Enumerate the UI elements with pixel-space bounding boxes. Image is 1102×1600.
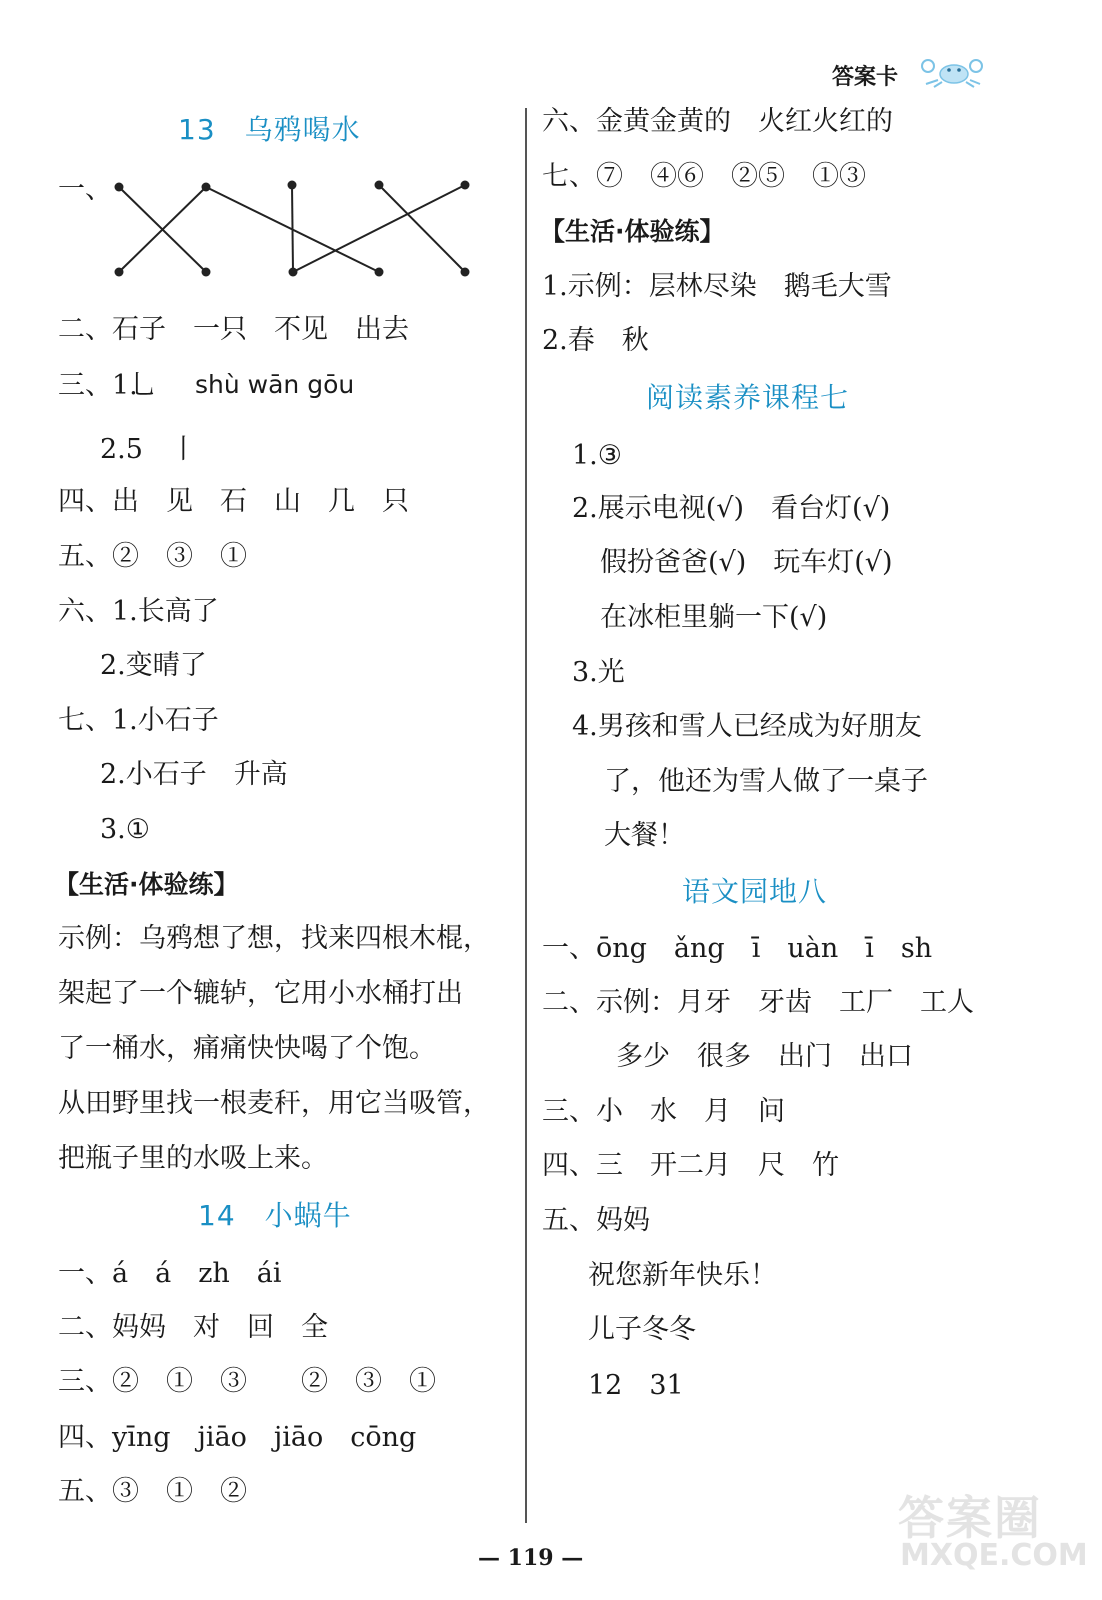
g-q2-a: 二、示例：月牙 牙齿 工厂 工人 xyxy=(542,987,974,1018)
g-q5-line-2: 祝您新年快乐！ xyxy=(588,1260,777,1291)
l14-q1: 一、á á zh ái xyxy=(58,1258,282,1289)
life-practice-title-right: 【生活·体验练】 xyxy=(540,217,725,246)
crab-decoration-icon xyxy=(918,56,986,88)
l13-q4: 四、出 见 石 山 几 只 xyxy=(58,486,409,517)
matching-lines-diagram xyxy=(105,175,480,285)
l13-q6-2: 2.变晴了 xyxy=(100,650,207,681)
column-divider xyxy=(525,108,527,1523)
g-q5-line-4: 12 31 xyxy=(588,1370,684,1401)
g-q2-b: 多少 很多 出门 出口 xyxy=(616,1041,913,1072)
g-q1: 一、ōng ǎng ī uàn ī sh xyxy=(542,933,933,964)
l13-q1-label: 一、 xyxy=(58,174,112,205)
watermark-url: MXQE.COM xyxy=(900,1538,1088,1573)
l14-q5: 五、③ ① ② xyxy=(58,1476,247,1507)
reading-line-3: 假扮爸爸(√) 玩车灯(√) xyxy=(600,547,893,578)
answer-card-label: 答案卡 xyxy=(832,65,899,90)
l13-q3-1-pinyin: shù wān gōu xyxy=(195,370,355,399)
reading-line-1: 1.③ xyxy=(572,440,622,471)
l13-q3-1-stroke-glyph: 乚 xyxy=(130,370,157,401)
l13-q7-1: 七、1.小石子 xyxy=(58,705,219,736)
r-life-2: 2.春 秋 xyxy=(542,325,649,356)
l13-q7-2: 2.小石子 升高 xyxy=(100,759,288,790)
l13-q3-1-prefix: 三、1. xyxy=(58,370,138,401)
life-line-1: 示例：乌鸦想了想，找来四根木棍， xyxy=(58,923,490,954)
watermark-logo: 答案圈 xyxy=(898,1491,1042,1545)
l13-q7-3: 3.① xyxy=(100,814,150,845)
reading-line-4: 在冰柜里躺一下(√) xyxy=(600,602,828,633)
life-line-4: 从田野里找一根麦秆，用它当吸管， xyxy=(58,1088,490,1119)
l14-q4: 四、yīng jiāo jiāo cōng xyxy=(58,1422,417,1453)
l14-q3: 三、② ① ③ ② ③ ① xyxy=(58,1366,436,1397)
chinese-garden-8-title: 语文园地八 xyxy=(682,875,828,908)
r-q6: 六、金黄金黄的 火红火红的 xyxy=(542,106,893,137)
reading-course-title: 阅读素养课程七 xyxy=(646,381,850,414)
g-q5-line-3: 儿子冬冬 xyxy=(588,1314,696,1345)
reading-line-7: 了，他还为雪人做了一桌子 xyxy=(604,766,928,797)
g-q4: 四、三 开二月 尺 竹 xyxy=(542,1150,839,1181)
r-q7: 七、⑦ ④⑥ ②⑤ ①③ xyxy=(542,161,866,192)
reading-line-6: 4.男孩和雪人已经成为好朋友 xyxy=(572,711,922,742)
life-line-3: 了一桶水，痛痛快快喝了个饱。 xyxy=(58,1033,436,1064)
life-practice-title-left: 【生活·体验练】 xyxy=(54,870,239,899)
r-life-1: 1.示例：层林尽染 鹅毛大雪 xyxy=(542,271,892,302)
reading-line-8: 大餐！ xyxy=(604,820,685,851)
l13-q3-2: 2.5 丨 xyxy=(100,434,197,465)
lesson-13-title: 13 乌鸦喝水 xyxy=(178,113,361,146)
reading-line-5: 3.光 xyxy=(572,657,625,688)
reading-line-2: 2.展示电视(√) 看台灯(√) xyxy=(572,493,891,524)
l13-q6-1: 六、1.长高了 xyxy=(58,596,219,627)
page-number: — 119 — xyxy=(478,1545,584,1571)
lesson-14-title: 14 小蜗牛 xyxy=(198,1199,352,1232)
g-q3: 三、小 水 月 问 xyxy=(542,1096,785,1127)
l13-q2: 二、石子 一只 不见 出去 xyxy=(58,314,409,345)
l14-q2: 二、妈妈 对 回 全 xyxy=(58,1312,328,1343)
life-line-5: 把瓶子里的水吸上来。 xyxy=(58,1143,328,1174)
life-line-2: 架起了一个辘轳，它用小水桶打出 xyxy=(58,978,463,1009)
g-q5: 五、妈妈 xyxy=(542,1205,650,1236)
l13-q5: 五、② ③ ① xyxy=(58,541,247,572)
